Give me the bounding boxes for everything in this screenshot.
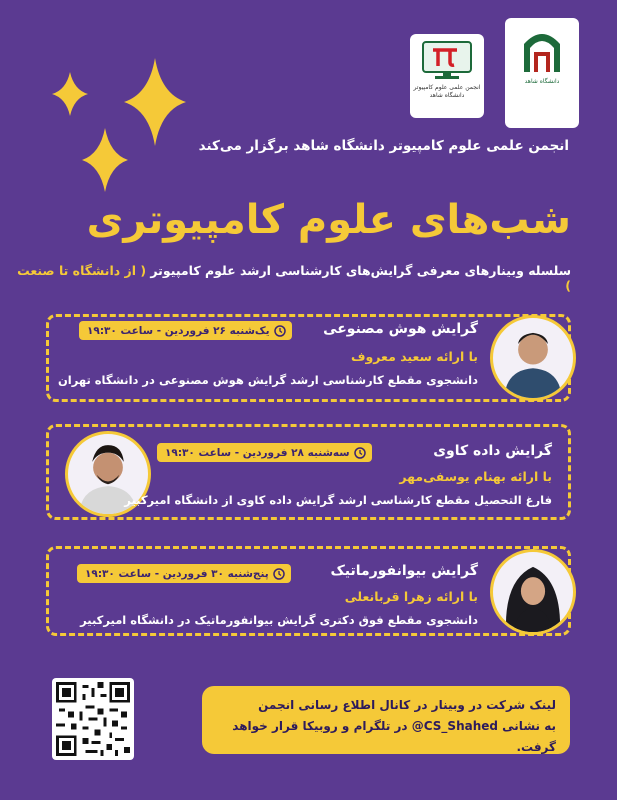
subtitle-tag: ( از دانشگاه تا صنعت )	[17, 263, 571, 293]
session-date: یک‌شنبه ۲۶ فروردین - ساعت ۱۹:۳۰	[87, 324, 270, 337]
session-bio: دانشجوی مقطع فوق دکتری گرایش بیوانفورماتیک در دانشگاه امیرکبیر	[80, 613, 478, 627]
session-bio: فارغ التحصیل مقطع کارشناسی ارشد گرایش داده کاوی از دانشگاه امیرکبیر	[124, 493, 552, 507]
session-presenter: با ارائه سعید معروف	[350, 349, 478, 364]
session-card-data-mining	[46, 424, 571, 520]
organizer-line: انجمن علمی علوم کامپیوتر دانشگاه شاهد برگزار می‌کند	[198, 138, 569, 154]
session-presenter: با ارائه بهنام یوسفی‌مهر	[399, 469, 552, 484]
qr-code[interactable]	[52, 678, 134, 760]
page-title: شب‌های علوم کامپیوتری	[86, 197, 571, 243]
sparkle-stars-icon	[40, 50, 190, 200]
qr-code-icon	[56, 682, 130, 756]
university-logo	[505, 18, 579, 128]
university-emblem-icon	[518, 24, 566, 74]
association-caption: انجمن علمی علوم کامپیوتر دانشگاه شاهد	[413, 84, 481, 99]
university-caption: دانشگاه شاهد	[524, 78, 560, 85]
session-date-badge	[79, 321, 292, 340]
session-track: گرایش بیوانفورماتیک	[330, 563, 478, 579]
clock-icon	[274, 325, 286, 337]
session-date-badge	[157, 443, 372, 462]
subtitle-text: سلسله وبینارهای معرفی گرایش‌های کارشناسی ارشد علوم کامپیوتر	[150, 263, 571, 278]
computer-pi-icon	[419, 40, 475, 80]
association-logo	[410, 34, 484, 118]
session-bio: دانشجوی مقطع کارشناسی ارشد گرایش هوش مصنوعی در دانشگاه تهران	[57, 373, 478, 387]
session-card-ai	[46, 314, 571, 402]
notice-line-1: لینک شرکت در وبینار در کانال اطلاع رسانی انجمن	[258, 698, 556, 712]
clock-icon	[273, 568, 285, 580]
session-date: پنج‌شنبه ۳۰ فروردین - ساعت ۱۹:۳۰	[85, 567, 269, 580]
presenter-photo	[490, 315, 576, 401]
session-track: گرایش هوش مصنوعی	[323, 321, 478, 337]
webinar-link-notice	[202, 686, 570, 754]
subtitle	[11, 263, 571, 293]
clock-icon	[354, 447, 366, 459]
notice-line-2: به نشانی ‎@CS_Shahed‎ در تلگرام و روبیکا قرار خواهد گرفت.	[232, 719, 556, 754]
session-card-bioinformatics	[46, 546, 571, 636]
session-date-badge	[77, 564, 291, 583]
session-presenter: با ارائه زهرا قربانعلی	[344, 589, 478, 604]
session-track: گرایش داده کاوی	[433, 443, 552, 459]
session-date: سه‌شنبه ۲۸ فروردین - ساعت ۱۹:۳۰	[165, 446, 350, 459]
presenter-photo	[490, 549, 576, 635]
